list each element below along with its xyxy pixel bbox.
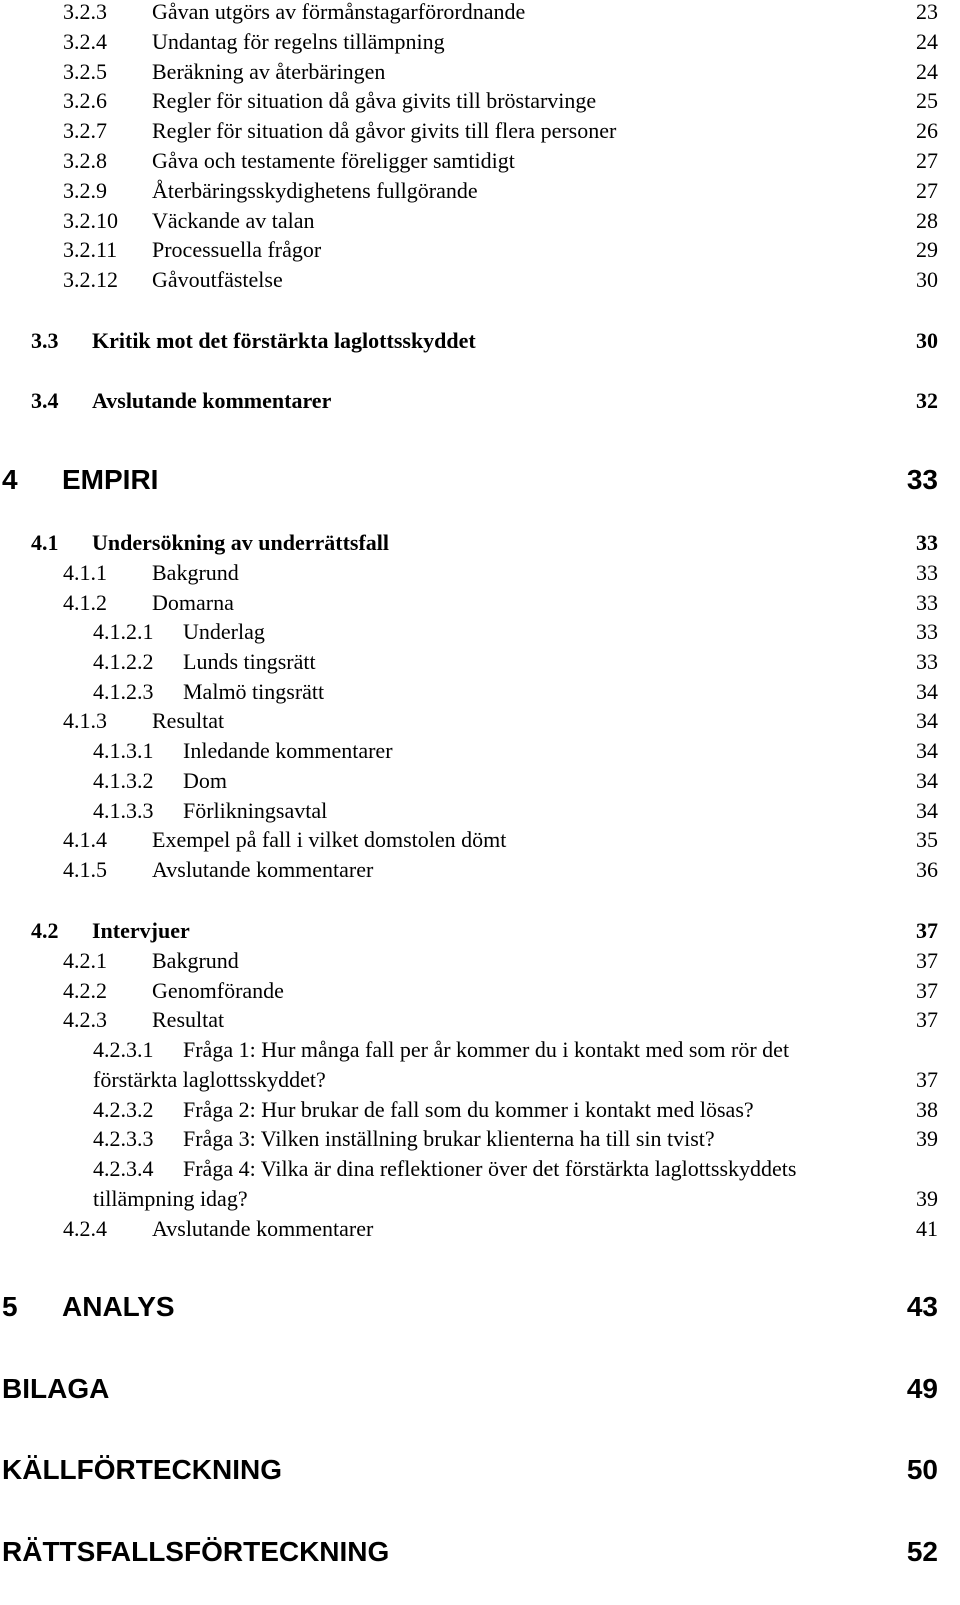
toc-entry[interactable] [0,944,960,978]
toc-entry-number: 3.2.5 [63,59,107,84]
toc-entry-page: 27 [916,148,938,173]
toc-entry-number: 4.2.3.3 [93,1126,154,1151]
toc-entry-chapter[interactable] [0,463,960,497]
toc-entry[interactable] [0,823,960,857]
toc-entry[interactable] [0,615,960,649]
toc-entry-page: 26 [916,118,938,143]
toc-entry-title-continued: förstärkta laglottsskyddet? [93,1067,326,1092]
toc-entry[interactable] [0,144,960,178]
toc-entry-title: Bakgrund [152,948,239,973]
toc-entry-number: 3.2.7 [63,118,107,143]
toc-entry-number: 4.1.4 [63,827,107,852]
toc-entry-title: Underlag [183,619,265,644]
toc-entry-page: 33 [916,649,938,674]
toc-entry-page: 34 [916,708,938,733]
toc-entry-number: 3.2.3 [63,0,107,24]
toc-entry[interactable] [0,263,960,297]
toc-entry-number: 3.2.12 [63,267,118,292]
toc-entry-number: 3.2.10 [63,208,118,233]
toc-entry-title: ANALYS [62,1291,175,1322]
toc-entry-number: 4.2.4 [63,1216,107,1241]
toc-entry-number: 4.1.3.2 [93,768,154,793]
toc-entry-number: 3.2.4 [63,29,107,54]
toc-entry-page: 37 [916,948,938,973]
toc-entry-page: 43 [906,1291,938,1322]
toc-entry-chapter[interactable] [0,1372,960,1406]
toc-entry-page: 33 [916,619,938,644]
toc-entry-title: Malmö tingsrätt [183,679,325,704]
toc-entry-page: 33 [906,464,938,495]
toc-entry-page: 25 [916,88,938,113]
toc-entry-number: 4.1.2.1 [93,619,154,644]
toc-entry-title: Undantag för regelns tillämpning [152,29,445,54]
toc-entry-page: 30 [916,267,938,292]
toc-entry-title: Bakgrund [152,560,239,585]
toc-entry-number: 3.3 [31,328,59,353]
toc-entry-number: 4.2.2 [63,978,107,1003]
toc-entry-page: 24 [916,29,938,54]
toc-entry-number: 3.4 [31,388,59,413]
toc-entry-title: Domarna [152,590,234,615]
toc-entry-title: Gåvoutfästelse [152,267,283,292]
toc-entry-number: 4.1.1 [63,560,107,585]
toc-entry-page: 50 [906,1454,938,1485]
toc-entry-page: 39 [916,1126,938,1151]
toc-entry-page: 37 [916,1067,938,1092]
toc-entry-page: 39 [916,1186,938,1211]
toc-entry-number: 4.2.3 [63,1007,107,1032]
toc-entry-title: Undersökning av underrättsfall [92,530,390,555]
toc-entry-title: RÄTTSFALLSFÖRTECKNING [2,1536,390,1567]
toc-entry[interactable] [0,556,960,590]
toc-entry-number: 4.2.3.1 [93,1037,154,1062]
toc-entry-title: Avslutande kommentarer [152,1216,374,1241]
toc-entry-title: KÄLLFÖRTECKNING [2,1454,282,1485]
toc-entry[interactable] [0,1003,960,1037]
toc-entry-page: 34 [916,768,938,793]
toc-entry-number: 4.1.3.1 [93,738,154,763]
toc-entry-number: 4.1.5 [63,857,107,882]
toc-entry-number: 4.1.2.3 [93,679,154,704]
toc-entry[interactable] [0,1212,960,1246]
toc-entry-chapter[interactable] [0,1535,960,1569]
toc-entry-number: 3.2.6 [63,88,107,113]
toc-entry-title: Intervjuer [92,918,190,943]
toc-entry-section[interactable] [0,324,960,358]
toc-entry-page: 30 [916,328,938,353]
toc-entry-page: 34 [916,738,938,763]
toc-entry-page: 28 [916,208,938,233]
toc-entry-page: 52 [906,1536,938,1567]
toc-entry-number: 4.1.2.2 [93,649,154,674]
toc-entry-title: Regler för situation då gåvor givits till flera personer [152,118,617,143]
toc-entry[interactable] [0,233,960,267]
toc-entry-number: 4.2.1 [63,948,107,973]
toc-entry-page: 33 [916,530,938,555]
toc-entry[interactable] [0,174,960,208]
toc-entry-title: Fråga 2: Hur brukar de fall som du kommer i kontakt med lösas? [183,1097,754,1122]
toc-entry-title: Kritik mot det förstärkta laglottsskyddet [92,328,476,353]
toc-entry-page: 24 [916,59,938,84]
toc-entry-page: 36 [916,857,938,882]
toc-entry-title: Gåvan utgörs av förmånstagarförordnande [152,0,526,24]
toc-entry-title: Processuella frågor [152,237,322,262]
toc-entry[interactable] [0,853,960,887]
toc-entry[interactable] [0,764,960,798]
toc-entry[interactable] [0,1122,960,1156]
toc-entry-page: 33 [916,560,938,585]
toc-entry-page: 27 [916,178,938,203]
toc-entry-page: 29 [916,237,938,262]
toc-entry-page: 35 [916,827,938,852]
toc-entry-title: Regler för situation då gåva givits till bröstarvinge [152,88,597,113]
toc-entry-chapter[interactable] [0,1453,960,1487]
toc-entry-number: 4.2.3.4 [93,1156,154,1181]
toc-entry-page: 34 [916,679,938,704]
toc-entry-chapter[interactable] [0,1290,960,1324]
toc-entry-title: Förlikningsavtal [183,798,328,823]
toc-entry[interactable] [0,645,960,679]
toc-entry-page: 49 [906,1373,938,1404]
toc-entry-page: 32 [916,388,938,413]
toc-entry-title: BILAGA [2,1373,110,1404]
toc-entry-title: Resultat [152,1007,225,1032]
toc-entry-title: Resultat [152,708,225,733]
toc-entry[interactable] [0,1033,960,1067]
toc-entry-title: Gåva och testamente föreligger samtidigt [152,148,515,173]
toc-entry-title: Beräkning av återbäringen [152,59,386,84]
toc-entry-title: Genomförande [152,978,284,1003]
toc-entry-title: EMPIRI [62,464,159,495]
toc-entry-number: 4.2 [31,918,59,943]
toc-entry-title: Lunds tingsrätt [183,649,316,674]
toc-entry-number: 3.2.8 [63,148,107,173]
toc-entry-number: 4.1.2 [63,590,107,615]
toc-entry-page: 37 [916,1007,938,1032]
toc-entry-page: 37 [916,918,938,943]
toc-entry-title: Fråga 4: Vilka är dina reflektioner över det förstärkta laglottsskyddets [183,1156,797,1181]
toc-entry-continuation[interactable] [0,1182,960,1216]
toc-entry-title: Väckande av talan [152,208,315,233]
toc-entry-title: Inledande kommentarer [183,738,393,763]
toc-entry-section[interactable] [0,526,960,560]
toc-entry[interactable] [0,1152,960,1186]
toc-entry[interactable] [0,704,960,738]
toc-entry-section[interactable] [0,914,960,948]
toc-entry-number: 4.1 [31,530,59,555]
toc-entry-page: 34 [916,798,938,823]
toc-entry-title: Fråga 1: Hur många fall per år kommer du i kontakt med som rör det [183,1037,790,1062]
toc-entry-section[interactable] [0,384,960,418]
toc-entry-page: 23 [916,0,938,24]
toc-entry-number: 5 [2,1291,18,1322]
toc-entry-title: Avslutande kommentarer [152,857,374,882]
toc-entry-title-continued: tillämpning idag? [93,1186,248,1211]
toc-entry[interactable] [0,84,960,118]
toc-entry-number: 3.2.11 [63,237,118,262]
toc-entry-number: 4.1.3.3 [93,798,154,823]
toc-entry-title: Exempel på fall i vilket domstolen dömt [152,827,507,852]
toc-entry[interactable] [0,114,960,148]
toc-entry-page: 38 [916,1097,938,1122]
toc-entry-page: 41 [916,1216,938,1241]
toc-entry-page: 37 [916,978,938,1003]
toc-entry-title: Fråga 3: Vilken inställning brukar klienterna ha till sin tvist? [183,1126,715,1151]
toc-entry-title: Dom [183,768,227,793]
toc-entry-title: Återbäringsskydighetens fullgörande [152,178,478,203]
toc-entry-page: 33 [916,590,938,615]
toc-entry[interactable] [0,25,960,59]
toc-entry-continuation[interactable] [0,1063,960,1097]
toc-entry[interactable] [0,734,960,768]
toc-entry-number: 4.1.3 [63,708,107,733]
toc-entry-number: 4 [2,464,18,495]
toc-entry-number: 3.2.9 [63,178,107,203]
toc-entry-title: Avslutande kommentarer [92,388,332,413]
toc-entry-number: 4.2.3.2 [93,1097,154,1122]
